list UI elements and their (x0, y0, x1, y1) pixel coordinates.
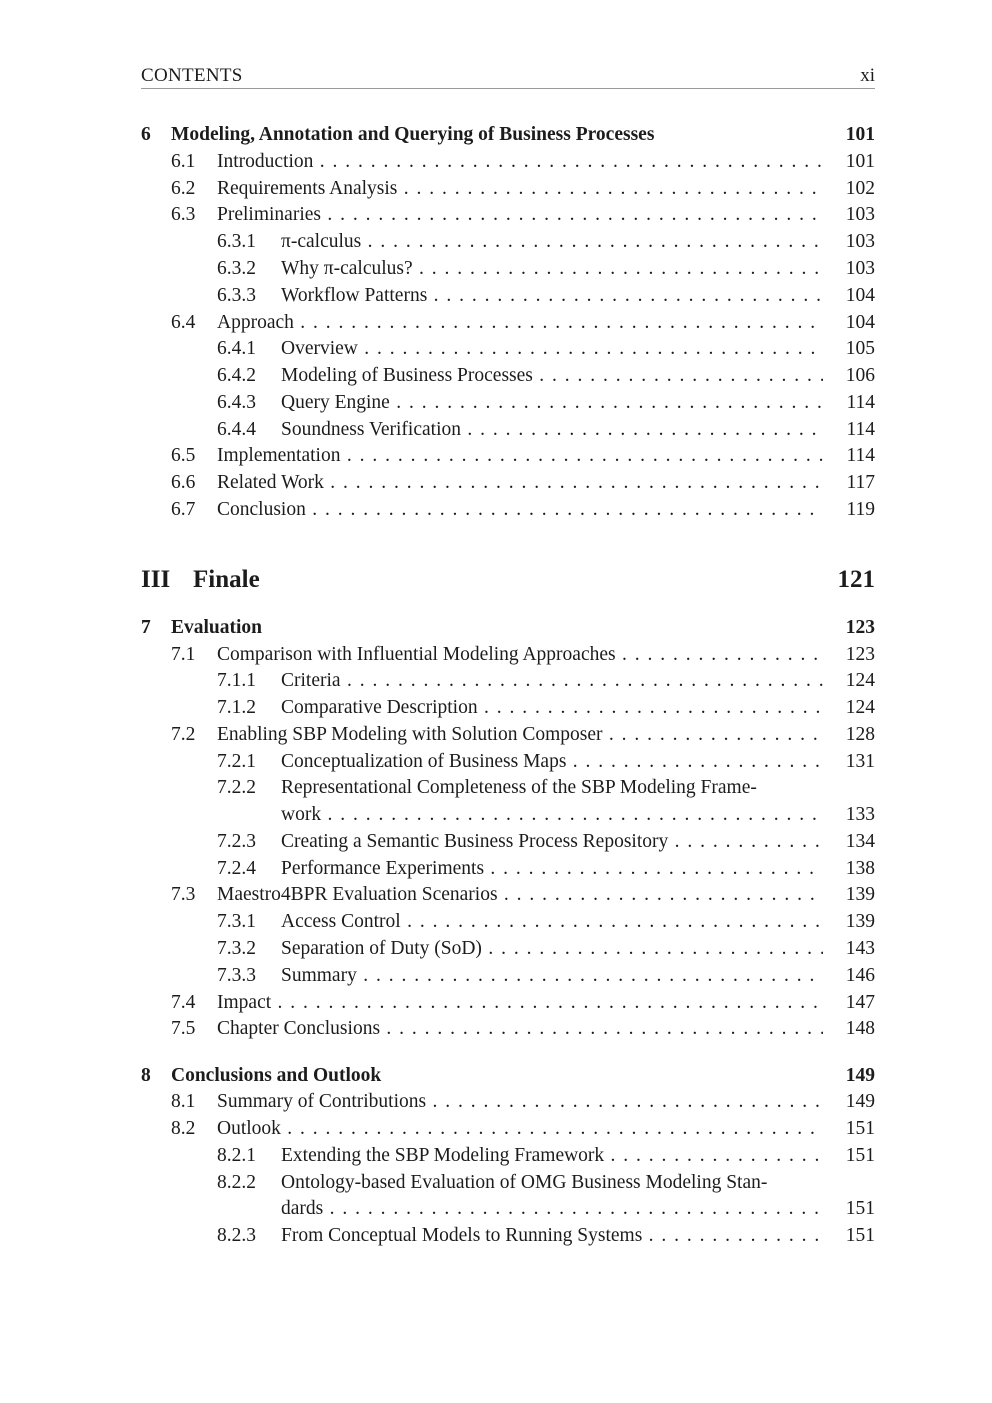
toc-entry-7-2-2-cont[interactable] (0, 802, 875, 828)
section-page: 138 (845, 858, 875, 879)
section-page: 105 (845, 338, 875, 359)
page-number: xi (860, 65, 875, 86)
section-page: 151 (845, 1225, 875, 1246)
toc-entry-6-3-1[interactable] (0, 229, 875, 255)
section-number: 7.2.3 (217, 831, 256, 852)
toc-entry-7-2-3[interactable] (0, 829, 875, 855)
section-title: Comparison with Influential Modeling Approaches . . . (217, 642, 823, 668)
section-page: 134 (845, 831, 875, 852)
section-title: Query Engine . . . (281, 390, 823, 416)
toc-entry-8-2[interactable] (0, 1116, 875, 1142)
toc-entry-8-2-3[interactable] (0, 1223, 875, 1249)
toc-entry-6-4-3[interactable] (0, 390, 875, 416)
section-page: 114 (846, 445, 875, 466)
section-number: 7.2 (171, 724, 196, 745)
toc-entry-7-3-1[interactable] (0, 909, 875, 935)
section-page: 151 (845, 1145, 875, 1166)
section-page: 143 (845, 938, 875, 959)
section-page: 123 (845, 644, 875, 665)
section-page: 114 (846, 419, 875, 440)
section-title: From Conceptual Models to Running Systems . . . (281, 1223, 823, 1249)
toc-part-3[interactable] (141, 562, 875, 598)
section-number: 7.2.2 (217, 777, 256, 798)
toc-entry-6-4-4[interactable] (0, 417, 875, 443)
section-title-continued: dards . . . (281, 1196, 823, 1222)
section-number: 7.3.1 (217, 911, 256, 932)
section-title: Access Control . . . (281, 909, 823, 935)
toc-entry-7-2-1[interactable] (0, 749, 875, 775)
section-title: Creating a Semantic Business Process Repository . . . (281, 829, 823, 855)
toc-entry-6-3-3[interactable] (0, 283, 875, 309)
section-page: 106 (845, 365, 875, 386)
section-page: 101 (845, 151, 875, 172)
toc-entry-7-1-1[interactable] (0, 668, 875, 694)
section-number: 7.2.1 (217, 751, 256, 772)
section-title: Implementation . . . (217, 443, 823, 469)
section-page: 139 (845, 911, 875, 932)
section-page: 103 (845, 258, 875, 279)
section-page: 103 (845, 231, 875, 252)
section-page: 114 (846, 392, 875, 413)
toc-entry-8-2-1[interactable] (0, 1143, 875, 1169)
chapter-title: Conclusions and Outlook (171, 1065, 382, 1086)
toc-chapter-8[interactable] (0, 1063, 875, 1089)
toc-entry-7-3[interactable] (0, 882, 875, 908)
section-title: Introduction . . . (217, 149, 823, 175)
section-title: Summary of Contributions . . . (217, 1089, 823, 1115)
section-page: 133 (845, 804, 875, 825)
toc-entry-6-3-2[interactable] (0, 256, 875, 282)
section-title: Requirements Analysis . . . (217, 176, 823, 202)
section-page: 128 (845, 724, 875, 745)
section-number: 6.4.4 (217, 419, 256, 440)
section-number: 7.2.4 (217, 858, 256, 879)
section-page: 117 (846, 472, 875, 493)
toc-entry-7-5[interactable] (0, 1016, 875, 1042)
toc-chapter-6[interactable] (0, 122, 875, 148)
section-page: 151 (845, 1118, 875, 1139)
section-number: 6.7 (171, 499, 196, 520)
section-number: 6.4.3 (217, 392, 256, 413)
toc-entry-7-2-2[interactable] (0, 775, 875, 801)
section-number: 8.2.1 (217, 1145, 256, 1166)
section-title: Maestro4BPR Evaluation Scenarios . . . (217, 882, 823, 908)
running-header (141, 63, 875, 89)
section-title: Chapter Conclusions . . . (217, 1016, 823, 1042)
toc-entry-6-5[interactable] (0, 443, 875, 469)
toc-entry-7-1[interactable] (0, 642, 875, 668)
section-number: 6.6 (171, 472, 196, 493)
section-title: Comparative Description . . . (281, 695, 823, 721)
toc-entry-6-4-2[interactable] (0, 363, 875, 389)
section-title: Workflow Patterns . . . (281, 283, 823, 309)
section-number: 6.1 (171, 151, 196, 172)
section-title: Representational Completeness of the SBP Modeling Frame- (281, 777, 757, 798)
part-title: Finale (193, 566, 260, 593)
chapter-number: 7 (141, 617, 151, 638)
toc-entry-6-4[interactable] (0, 310, 875, 336)
chapter-number: 6 (141, 124, 151, 145)
chapter-title: Modeling, Annotation and Querying of Business Processes (171, 124, 655, 145)
toc-entry-8-2-2[interactable] (0, 1170, 875, 1196)
section-number: 7.3.3 (217, 965, 256, 986)
chapter-page: 123 (845, 617, 875, 638)
section-number: 6.4.2 (217, 365, 256, 386)
section-page: 149 (845, 1091, 875, 1112)
toc-entry-7-3-3[interactable] (0, 963, 875, 989)
section-page: 146 (845, 965, 875, 986)
section-page: 151 (845, 1198, 875, 1219)
section-number: 6.3.3 (217, 285, 256, 306)
section-number: 6.5 (171, 445, 196, 466)
toc-chapter-7[interactable] (0, 615, 875, 641)
section-title: Extending the SBP Modeling Framework . . . (281, 1143, 823, 1169)
section-page: 147 (845, 992, 875, 1013)
section-title: Impact . . . (217, 990, 823, 1016)
section-number: 6.4.1 (217, 338, 256, 359)
section-number: 8.2 (171, 1118, 196, 1139)
section-number: 6.3 (171, 204, 196, 225)
chapter-number: 8 (141, 1065, 151, 1086)
section-number: 8.2.3 (217, 1225, 256, 1246)
toc-entry-6-4-1[interactable] (0, 336, 875, 362)
header-title: CONTENTS (141, 65, 243, 86)
toc-entry-7-2-4[interactable] (0, 856, 875, 882)
toc-entry-6-6[interactable] (0, 470, 875, 496)
section-title: Why π-calculus? . . . (281, 256, 823, 282)
section-number: 7.1 (171, 644, 196, 665)
section-title: Overview . . . (281, 336, 823, 362)
section-title: Soundness Verification . . . (281, 417, 823, 443)
section-title: Modeling of Business Processes . . . (281, 363, 823, 389)
toc-entry-7-2[interactable] (0, 722, 875, 748)
section-title: Related Work . . . (217, 470, 823, 496)
section-title: Conceptualization of Business Maps . . . (281, 749, 823, 775)
section-number: 7.1.2 (217, 697, 256, 718)
toc-entry-8-2-2-cont[interactable] (0, 1196, 875, 1222)
section-title: Outlook . . . (217, 1116, 823, 1142)
toc-entry-8-1[interactable] (0, 1089, 875, 1115)
section-page: 119 (846, 499, 875, 520)
section-number: 6.2 (171, 178, 196, 199)
part-page: 121 (837, 566, 875, 593)
chapter-page: 101 (845, 124, 875, 145)
section-title: Performance Experiments . . . (281, 856, 823, 882)
toc-entry-7-3-2[interactable] (0, 936, 875, 962)
section-number: 7.3.2 (217, 938, 256, 959)
toc-entry-6-1[interactable] (0, 149, 875, 175)
section-number: 6.4 (171, 312, 196, 333)
section-page: 102 (845, 178, 875, 199)
section-number: 7.4 (171, 992, 196, 1013)
section-title-continued: work . . . (281, 802, 823, 828)
section-number: 8.1 (171, 1091, 196, 1112)
section-title: Criteria . . . (281, 668, 823, 694)
section-number: 6.3.2 (217, 258, 256, 279)
toc-entry-6-2[interactable] (0, 176, 875, 202)
chapter-title: Evaluation (171, 617, 263, 638)
section-title: Conclusion . . . (217, 497, 823, 523)
section-number: 7.1.1 (217, 670, 256, 691)
section-number: 6.3.1 (217, 231, 256, 252)
section-title: Approach . . . (217, 310, 823, 336)
section-title: Ontology-based Evaluation of OMG Business Modeling Stan- (281, 1172, 768, 1193)
section-title: Summary . . . (281, 963, 823, 989)
toc-entry-7-4[interactable] (0, 990, 875, 1016)
section-page: 104 (845, 312, 875, 333)
section-page: 124 (845, 670, 875, 691)
section-title: π-calculus . . . (281, 229, 823, 255)
section-page: 124 (845, 697, 875, 718)
section-number: 7.5 (171, 1018, 196, 1039)
toc-entry-6-3[interactable] (0, 202, 875, 228)
part-number: III (141, 566, 171, 593)
section-number: 7.3 (171, 884, 196, 905)
section-page: 103 (845, 204, 875, 225)
chapter-page: 149 (845, 1065, 875, 1086)
section-number: 8.2.2 (217, 1172, 256, 1193)
section-title: Separation of Duty (SoD) . . . (281, 936, 823, 962)
toc-entry-7-1-2[interactable] (0, 695, 875, 721)
section-page: 131 (845, 751, 875, 772)
section-title: Preliminaries . . . (217, 202, 823, 228)
section-page: 104 (845, 285, 875, 306)
section-page: 148 (845, 1018, 875, 1039)
section-page: 139 (845, 884, 875, 905)
section-title: Enabling SBP Modeling with Solution Composer . . . (217, 722, 823, 748)
toc-entry-6-7[interactable] (0, 497, 875, 523)
